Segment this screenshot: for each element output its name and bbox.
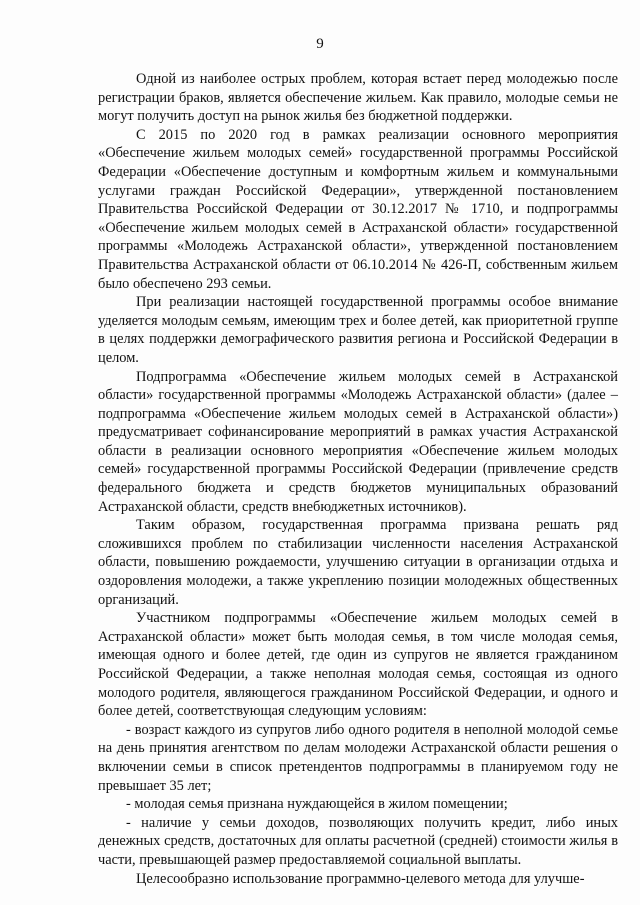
page-number: 9 <box>316 36 324 52</box>
paragraph-large-families: При реализации настоящей государственной программы особое внимание уделяется молодым семьям, имеющим трех и более детей, как приоритетной группе в целях поддержки демографического развития региона и Российской Федерации в целом. <box>98 294 618 366</box>
paragraph-program-method: Целесообразно использование программно-целевого метода для улучше- <box>136 870 585 887</box>
paragraph-program-results: С 2015 по 2020 год в рамках реализации основного мероприятия «Обеспечение жильем молодых семей» государственной программы Российской Федерации «Обеспечение доступным и комфортным жильем и коммунальными услугами граждан Российской Федерации», утвержденной постановлением Правительства Российской Федерации от 30.12.2017 № 1710, и подпрограммы «Обеспечение жильем молодых семей в Астраханской области» государственной программы «Молодежь Астраханской области», утвержденной постановлением Правительства Астраханской области от 06.10.2014 № 426-П, собственным жильем было обеспечено 293 семьи. <box>98 126 618 292</box>
paragraph-subprogram-cofinancing: Подпрограмма «Обеспечение жильем молодых семей в Астраханской области» государственной программы «Молодежь Астраханской области» (далее – подпрограмма «Обеспечение жильем молодых семей в Астраханской области») предусматривает софинансирование мероприятий в рамках участия Астраханской области в реализации основного мероприятия «Обеспечение жильем молодых семей» государственной программы Российской Федерации (привлечение средств федерального бюджета и средств бюджетов муниципальных образований Астраханской области, средств внебюджетных источников). <box>98 368 618 515</box>
paragraph-housing-problem: Одной из наиболее острых проблем, которая встает перед молодежью после регистрации браков, является обеспечение жильем. Как правило, молодые семьи не могут получить доступ на рынок жилья без бюджетной поддержки. <box>98 71 618 125</box>
paragraph-participants: Участником подпрограммы «Обеспечение жильем молодых семей в Астраханской области» может быть молодая семья, в том числе молодая семья, имеющая одного и более детей, где один из супругов не является гражданином Российской Федерации, а также неполная молодая семья, состоящая из одного молодого родителя, являющегося гражданином Российской Федерации, и одного и более детей, соответствующая следующим условиям: <box>98 610 618 720</box>
condition-housing-need: - молодая семья признана нуждающейся в жилом помещении; <box>126 796 508 813</box>
paragraph-program-goals: Таким образом, государственная программа призвана решать ряд сложившихся проблем по стабилизации численности населения Астраханской области, повышению рождаемости, улучшению ситуации в организации отдыха и оздоровления молодежи, а также укреплению позиции молодежных общественных организаций. <box>98 517 618 608</box>
document-body <box>98 70 618 888</box>
condition-age: - возраст каждого из супругов либо одного родителя в неполной молодой семье на день принятия агентством по делам молодежи Астраханской области решения о включении семьи в список претендентов подпрограммы в планируемом году не превышает 35 лет; <box>98 721 618 794</box>
condition-income: - наличие у семьи доходов, позволяющих получить кредит, либо иных денежных средств, достаточных для оплаты расчетной (средней) стоимости жилья в части, превышающей размер предоставляемой социальной выплаты. <box>98 814 618 868</box>
